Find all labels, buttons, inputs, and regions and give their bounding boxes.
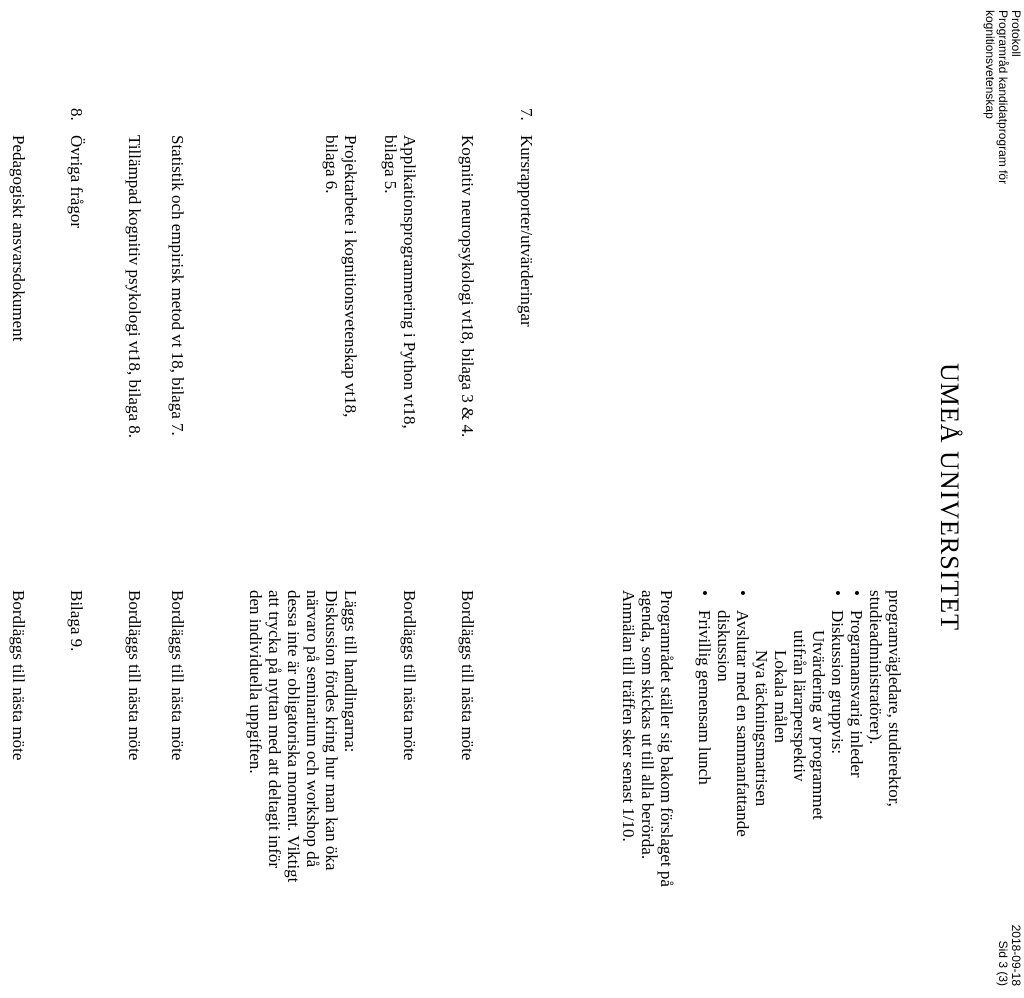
decision-text: Bordläggs till nästa möte: [458, 590, 477, 761]
header-page-number: Sid 3 (3): [996, 940, 1010, 986]
bullet-icon: •: [695, 590, 714, 596]
intro-line: studieadministratörer).: [866, 590, 885, 745]
header-program-line: kognitionsvetenskap: [983, 10, 997, 119]
course-title: Statistik och empirisk metod vt 18, bilaga 7.: [168, 135, 187, 436]
course-item-left: [125, 135, 144, 438]
course-item-decision: [125, 590, 144, 760]
closing-line: Anmälan till träffen sker senast 1/10.: [619, 590, 638, 842]
course-item-left: [458, 135, 477, 437]
course-item-decision: [9, 590, 28, 760]
attachment-reference: Bilaga 9.: [67, 590, 86, 652]
course-item-left: [322, 135, 360, 417]
bullet-icon: •: [828, 590, 847, 596]
decision-text: Bordläggs till nästa möte: [168, 590, 187, 761]
header-date: 2018-09-18: [1009, 924, 1023, 986]
intro-bullet-list: [828, 590, 866, 887]
sub-item: utifrån lärarperspektiv: [790, 630, 809, 782]
course-item-decision: [246, 590, 360, 882]
course-title: Projektarbete i kognitionsvetenskap vt18,: [341, 135, 360, 418]
header-doc-type: Protokoll: [1009, 10, 1023, 57]
decision-text: närvaro på seminarium och workshop då: [303, 590, 322, 868]
course-title: Pedagogiskt ansvarsdokument: [9, 135, 28, 342]
closing-line: agenda, som skickas ut till alla berörda.: [638, 590, 657, 860]
document-header-left: [983, 10, 1022, 184]
header-council-line: Programråd kandidatprogram för: [996, 10, 1010, 185]
course-item-left: [168, 135, 187, 436]
course-item-decision: [168, 590, 187, 760]
intro-block: [619, 590, 904, 887]
section-7-title: Kursrapporter/utvärderingar: [517, 135, 536, 327]
decision-text: Läggs till handlingarna:: [341, 590, 360, 753]
decision-text: dessa inte är obligatoriska moment. Viktigt: [284, 590, 303, 883]
university-logo-text: UMEÅ UNIVERSITET: [935, 363, 964, 632]
course-item-left: [381, 135, 419, 429]
intro-bullet-list: [733, 590, 752, 887]
bullet-text: Avslutar med en sammanfattande: [733, 610, 752, 837]
section-8-number: 8.: [67, 108, 86, 121]
bullet-text-continuation: diskussion: [714, 610, 733, 682]
course-item-decision: [400, 590, 419, 760]
bullet-text: Diskussion gruppvis:: [828, 610, 847, 755]
intro-line: programvägledare, studierektor,: [885, 590, 904, 807]
sub-item: Lokala målen: [771, 650, 790, 743]
course-title: Kognitiv neuropsykologi vt18, bilaga 3 & 4.: [458, 135, 477, 438]
list-item: [695, 590, 714, 887]
bullet-icon: •: [733, 590, 752, 596]
bullet-text: Frivillig gemensam lunch: [695, 610, 714, 785]
sub-item: Utvärdering av programmet: [809, 630, 828, 820]
course-item-left: [9, 135, 28, 341]
course-title-continuation: bilaga 5.: [381, 135, 400, 194]
list-item: [733, 590, 752, 887]
closing-line: Programrådet ställer sig bakom förslaget på: [657, 590, 676, 887]
section-8-title: Övriga frågor: [67, 135, 86, 228]
decision-text: att trycka på nyttan med att deltagit inför: [265, 590, 284, 869]
decision-text: Bordläggs till nästa möte: [400, 590, 419, 761]
course-title-continuation: bilaga 6.: [322, 135, 341, 194]
decision-text: Bordläggs till nästa möte: [125, 590, 144, 761]
decision-text: Diskussion fördes kring hur man kan öka: [322, 590, 341, 871]
section-7-number: 7.: [517, 108, 536, 121]
course-title: Tillämpad kognitiv psykologi vt18, bilaga 8.: [125, 135, 144, 439]
sub-item: Nya täckningsmatrisen: [752, 650, 771, 807]
intro-bullet-list: [695, 590, 714, 887]
closing-paragraph: [619, 590, 676, 887]
bullet-icon: •: [847, 590, 866, 596]
bullet-text: Programansvarig inleder: [847, 610, 866, 778]
decision-text: Bordläggs till nästa möte: [9, 590, 28, 761]
document-header-right: [996, 925, 1022, 986]
course-title: Applikationsprogrammering i Python vt18,: [400, 135, 419, 429]
list-item: [847, 590, 866, 887]
course-item-decision: [458, 590, 477, 760]
list-item: [828, 590, 847, 887]
decision-text: den individuella uppgiften.: [246, 590, 265, 774]
